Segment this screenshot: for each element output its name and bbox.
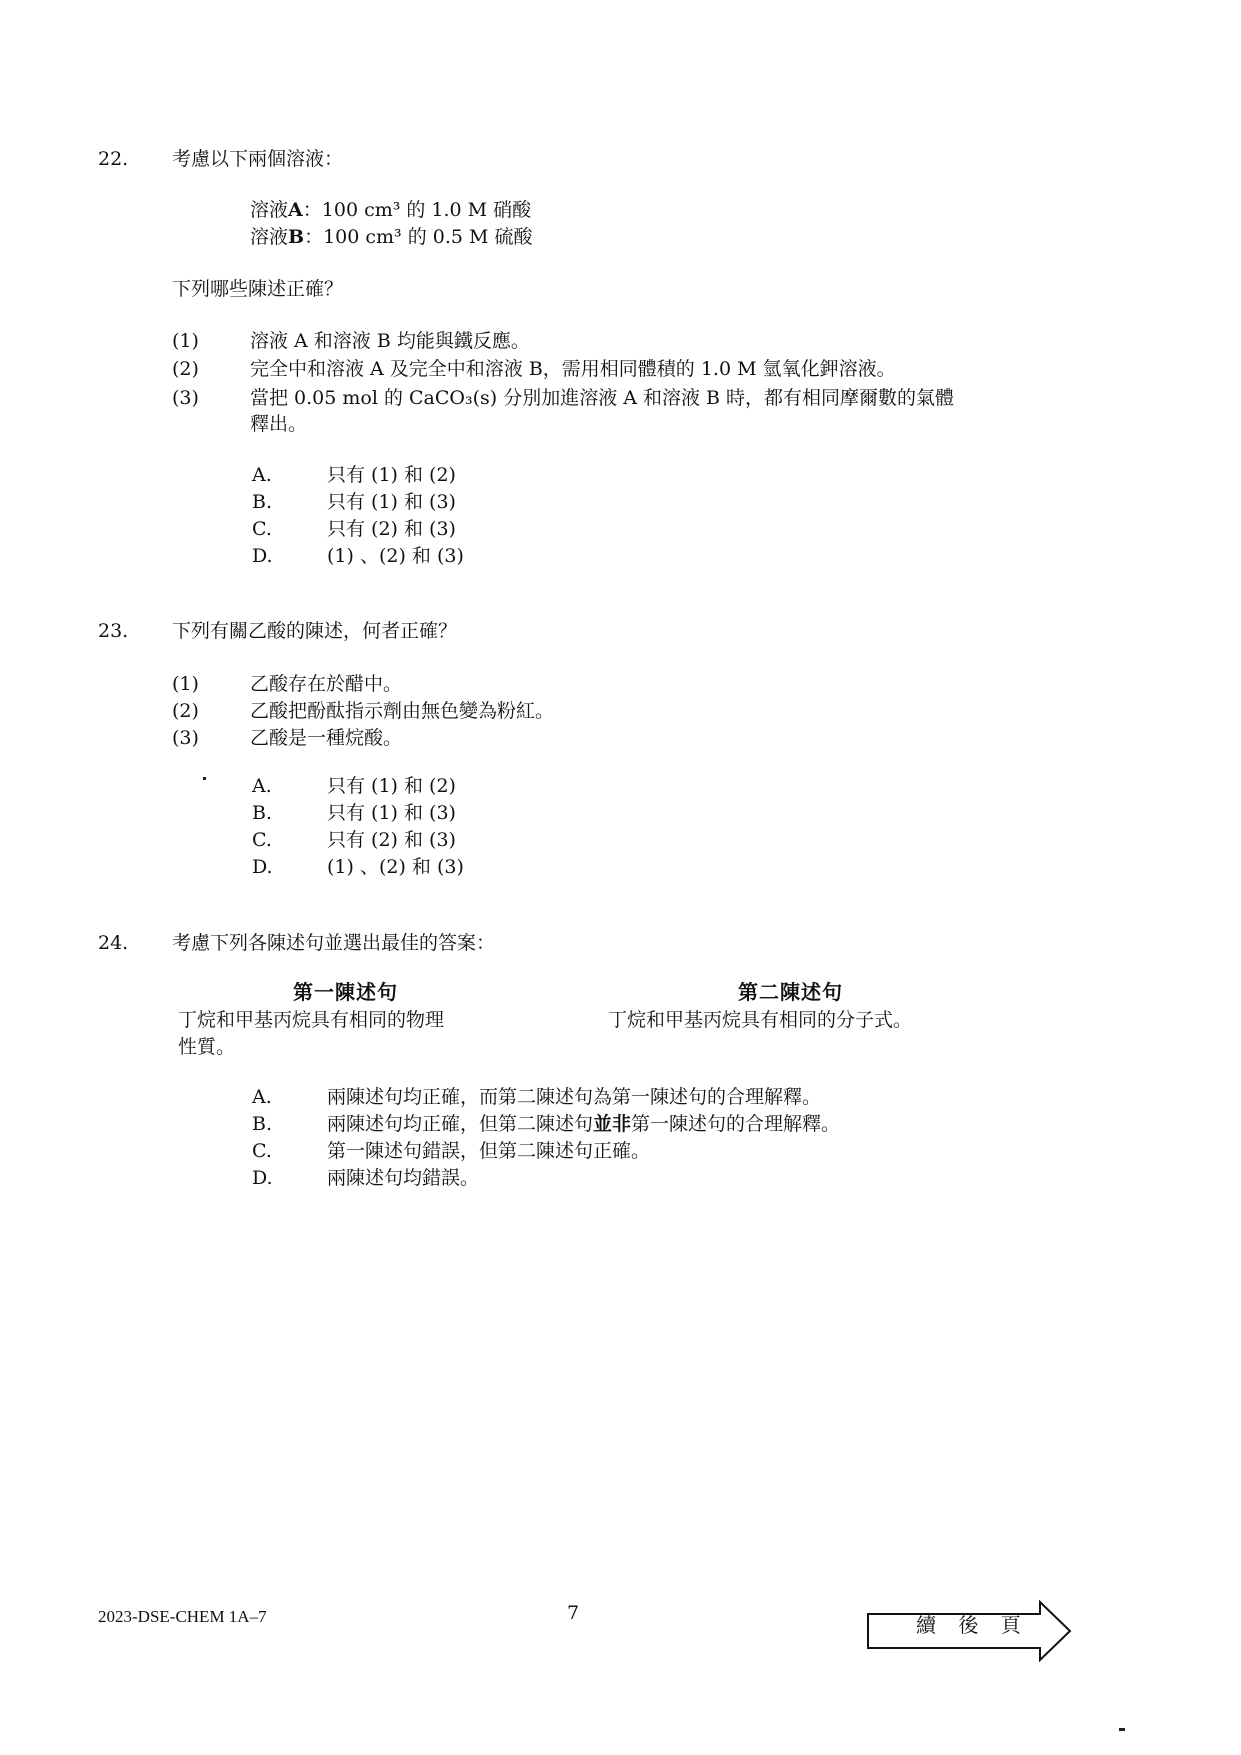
question-23-number: 23.	[98, 620, 129, 642]
solution-a	[250, 197, 531, 224]
question-22-number: 22.	[98, 148, 129, 170]
solution-a-label: 溶液	[250, 199, 289, 221]
q24-option-b-pre: 兩陳述句均正確，但第二陳述句	[327, 1113, 594, 1135]
solution-a-text: ：100 cm³ 的 1.0 M 硝酸	[302, 199, 532, 221]
q22-statement-2-num: (2)	[172, 358, 199, 380]
q22-statement-3-num: (3)	[172, 387, 199, 409]
q24-option-b-text	[327, 1111, 840, 1138]
q22-option-c-letter: C.	[252, 518, 272, 540]
first-statement-line-1: 丁烷和甲基丙烷具有相同的物理	[178, 1009, 445, 1031]
q24-option-c-text: 第一陳述句錯誤，但第二陳述句正確。	[327, 1140, 651, 1162]
q23-statement-1-text: 乙酸存在於醋中。	[250, 673, 403, 695]
q23-option-d-letter: D.	[252, 856, 273, 878]
page-number: 7	[567, 1602, 580, 1624]
q24-option-b-letter: B.	[252, 1113, 273, 1135]
q23-option-b-text: 只有 (1) 和 (3)	[327, 802, 456, 824]
q22-statement-2-text: 完全中和溶液 A 及完全中和溶液 B，需用相同體積的 1.0 M 氫氧化鉀溶液。	[250, 358, 896, 380]
q23-option-d-text: (1) 、(2) 和 (3)	[327, 856, 464, 878]
paper-code: 2023-DSE-CHEM 1A–7	[98, 1607, 267, 1626]
solution-a-letter: A	[288, 199, 303, 221]
corner-mark	[1119, 1728, 1125, 1731]
first-statement-heading: 第一陳述句	[293, 980, 398, 1004]
q22-statement-3-line-2: 釋出。	[250, 413, 308, 435]
second-statement-heading: 第二陳述句	[738, 980, 843, 1004]
stray-dot	[203, 777, 206, 780]
question-24-prompt: 考慮下列各陳述句並選出最佳的答案：	[172, 932, 496, 954]
question-23-prompt: 下列有關乙酸的陳述，何者正確？	[172, 620, 458, 642]
q23-option-c-letter: C.	[252, 829, 272, 851]
continue-label: 續 後 頁	[916, 1613, 1029, 1637]
first-statement-line-2: 性質。	[178, 1036, 236, 1058]
q23-statement-1-num: (1)	[172, 673, 199, 695]
q23-statement-2-num: (2)	[172, 700, 199, 722]
q22-option-c-text: 只有 (2) 和 (3)	[327, 518, 456, 540]
q22-option-d-letter: D.	[252, 545, 273, 567]
second-statement-text: 丁烷和甲基丙烷具有相同的分子式。	[608, 1009, 913, 1031]
q24-option-c-letter: C.	[252, 1140, 272, 1162]
q24-option-a-letter: A.	[252, 1086, 272, 1108]
q24-option-b-emphasis: 並非	[593, 1113, 632, 1135]
q24-option-d-letter: D.	[252, 1167, 273, 1189]
question-24-number: 24.	[98, 932, 129, 954]
solution-b-text: ：100 cm³ 的 0.5 M 硫酸	[304, 226, 533, 248]
q23-statement-3-text: 乙酸是一種烷酸。	[250, 727, 403, 749]
q22-statement-1-num: (1)	[172, 330, 199, 352]
q23-statement-3-num: (3)	[172, 727, 199, 749]
q24-option-a-text: 兩陳述句均正確，而第二陳述句為第一陳述句的合理解釋。	[327, 1086, 822, 1108]
q23-option-a-text: 只有 (1) 和 (2)	[327, 775, 456, 797]
q22-option-a-text: 只有 (1) 和 (2)	[327, 464, 456, 486]
solution-b-label: 溶液	[250, 226, 289, 248]
q22-option-b-letter: B.	[252, 491, 273, 513]
q22-statement-3-line-1: 當把 0.05 mol 的 CaCO₃(s) 分別加進溶液 A 和溶液 B 時，都有相同摩爾數的氣體	[250, 387, 955, 409]
q24-option-b-post: 第一陳述句的合理解釋。	[631, 1113, 841, 1135]
q23-option-a-letter: A.	[252, 775, 272, 797]
q23-option-b-letter: B.	[252, 802, 273, 824]
q23-option-c-text: 只有 (2) 和 (3)	[327, 829, 456, 851]
q22-option-b-text: 只有 (1) 和 (3)	[327, 491, 456, 513]
q22-option-a-letter: A.	[252, 464, 272, 486]
q22-statement-1-text: 溶液 A 和溶液 B 均能與鐵反應。	[250, 330, 530, 352]
solution-b-letter: B	[288, 226, 305, 248]
question-22-prompt: 考慮以下兩個溶液：	[172, 148, 344, 170]
solution-b	[250, 224, 533, 251]
q22-option-d-text: (1) 、(2) 和 (3)	[327, 545, 464, 567]
q23-statement-2-text: 乙酸把酚酞指示劑由無色變為粉紅。	[250, 700, 555, 722]
q24-option-d-text: 兩陳述句均錯誤。	[327, 1167, 480, 1189]
question-22-question: 下列哪些陳述正確？	[172, 278, 344, 300]
